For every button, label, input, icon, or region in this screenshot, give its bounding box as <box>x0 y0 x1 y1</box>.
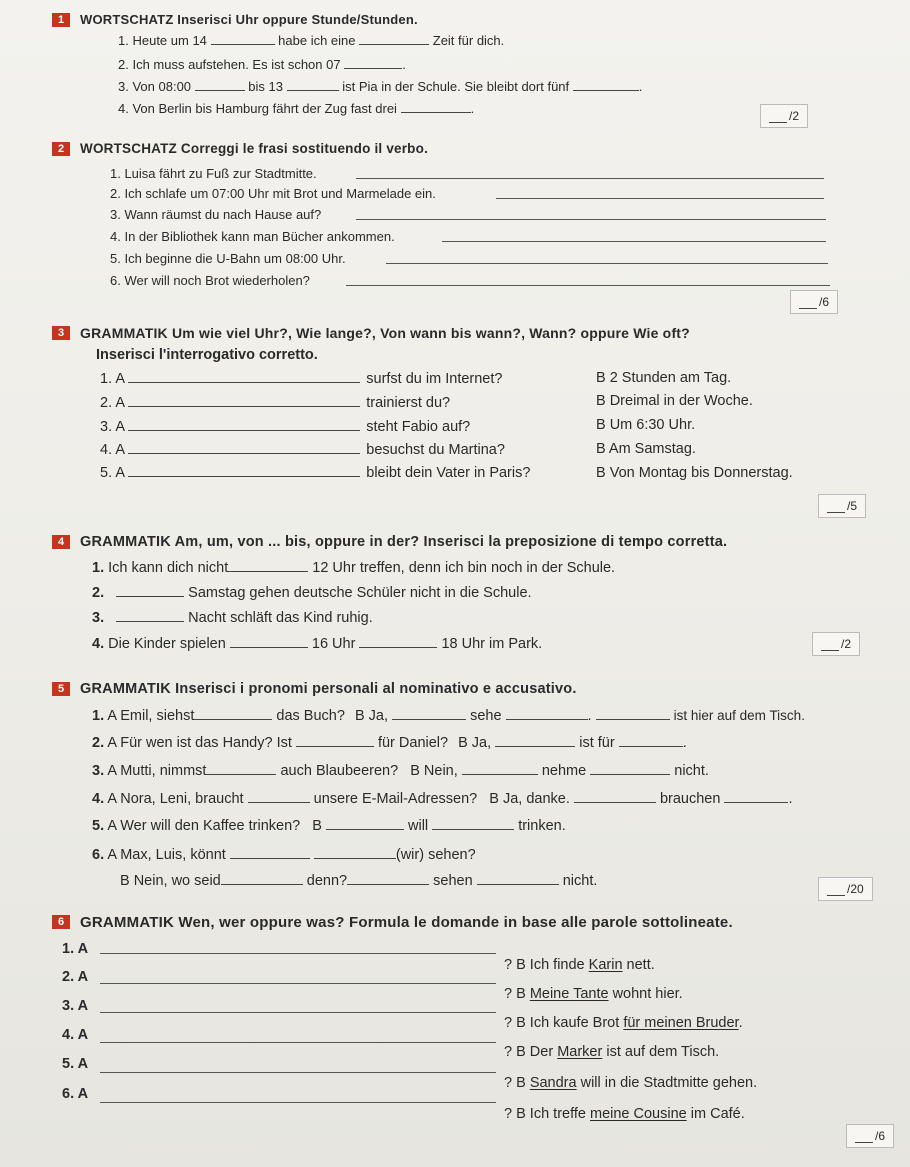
exercise-row <box>92 791 792 807</box>
item-number: 2. <box>118 57 129 72</box>
sentence-text: Ich muss aufstehen. Es ist schon 07 <box>132 57 341 72</box>
exercise-row <box>118 101 474 116</box>
item-number: 5. A <box>100 465 125 481</box>
sentence-text: nicht. <box>674 763 709 779</box>
sentence-text: 18 Uhr im Park. <box>441 636 543 652</box>
sentence-text: . <box>738 1015 743 1031</box>
item-number: 1. A <box>100 371 125 387</box>
answer-blank[interactable] <box>724 791 788 803</box>
section-3 <box>57 325 870 341</box>
score-box <box>818 494 866 518</box>
sentence-text: Von Berlin bis Hamburg fährt der Zug fast drei <box>132 101 397 116</box>
exercise-row: 5. Ich beginne die U-Bahn um 08:00 Uhr. <box>110 251 346 266</box>
section-subtitle: Inserisci l'interrogativo corretto. <box>96 347 318 363</box>
item-number: 1. <box>92 708 105 724</box>
sentence-text: für Daniel? <box>377 735 449 751</box>
answer-blank[interactable] <box>347 873 429 885</box>
score-text: /6 <box>875 1129 886 1143</box>
sentence-text: bis 13 <box>248 79 283 94</box>
answer-blank[interactable] <box>116 585 184 597</box>
sentence-text: Die Kinder spielen <box>108 636 226 652</box>
exercise-row: 3. Wann räumst du nach Hause auf? <box>110 207 322 222</box>
item-number: 4. A <box>100 442 125 458</box>
sentence-text: B Nein, wo seid <box>120 873 221 889</box>
question-mark: ? <box>504 957 513 973</box>
answer-text: B Von Montag bis Donnerstag. <box>596 465 793 481</box>
exercise-row <box>120 873 597 889</box>
underlined-word: meine Cousine <box>590 1106 687 1122</box>
sentence-text: will in die Stadtmitte gehen. <box>576 1075 758 1091</box>
sentence-text: B Ja, danke. <box>489 791 570 807</box>
answer-blank[interactable] <box>195 79 245 91</box>
sentence-text: nehme <box>541 763 587 779</box>
sentence-text: will <box>408 818 429 834</box>
answer-blank[interactable] <box>248 791 310 803</box>
answer-blank[interactable] <box>432 818 514 830</box>
item-number: 4. <box>92 791 105 807</box>
sentence-text: ist für <box>579 735 615 751</box>
answer-blank[interactable] <box>401 101 471 113</box>
exercise-row <box>118 79 642 94</box>
sentence-text: A Mutti, nimmst <box>107 763 207 779</box>
answer-text: B 2 Stunden am Tag. <box>596 370 732 386</box>
answer-blank[interactable] <box>194 708 272 720</box>
item-number: 3. <box>92 763 105 779</box>
answer-blank[interactable] <box>128 419 360 431</box>
section-1 <box>57 12 870 27</box>
item-number: 6. <box>92 847 105 863</box>
question-mark: ? <box>504 1015 513 1031</box>
score-text: /6 <box>819 295 830 309</box>
section-title: GRAMMATIK Am, um, von ... bis, oppure in der? Inserisci la preposizione di tempo corretta. <box>80 534 728 550</box>
answer-blank[interactable] <box>314 847 396 859</box>
sentence-text: auch Blaubeeren? <box>280 763 399 779</box>
sentence-text: A Für wen ist das Handy? Ist <box>107 735 292 751</box>
sentence-text: unsere E-Mail-Adressen? <box>313 791 478 807</box>
sentence-text: sehe <box>470 708 502 724</box>
answer-blank[interactable] <box>344 57 402 69</box>
sentence-text: das Buch? <box>276 708 345 724</box>
score-box <box>812 632 860 656</box>
exercise-row <box>100 395 450 411</box>
answer-line[interactable] <box>356 219 826 220</box>
exercise-row: 1. Luisa fährt zu Fuß zur Stadtmitte. <box>110 166 317 181</box>
sentence-text: B Ich kaufe Brot <box>516 1015 624 1031</box>
section-number: 4 <box>52 535 70 549</box>
answer-blank[interactable] <box>128 371 360 383</box>
sentence-text: nicht. <box>562 873 598 889</box>
sentence-text: Nacht schläft das Kind ruhig. <box>188 610 373 626</box>
item-number: 2. A <box>62 969 89 985</box>
answer-blank[interactable] <box>359 33 429 45</box>
item-number: 4. A <box>62 1027 89 1043</box>
sentence-text: . <box>470 101 475 116</box>
item-number: 5. A <box>62 1056 89 1072</box>
underlined-word: Meine Tante <box>529 986 609 1002</box>
answer-blank[interactable] <box>573 79 639 91</box>
sentence-text: denn? <box>306 873 348 889</box>
sentence-text: B Ja, <box>458 735 492 751</box>
exercise-row <box>100 371 502 387</box>
sentence-text: A Emil, siehst <box>107 708 195 724</box>
score-text: /20 <box>847 882 864 896</box>
answer-blank[interactable] <box>230 847 310 859</box>
sentence-text: B <box>312 818 322 834</box>
underlined-word: für meinen Bruder <box>623 1015 739 1031</box>
sentence-text: 16 Uhr <box>311 636 356 652</box>
item-number: 2. <box>92 585 105 601</box>
sentence-text: 12 Uhr treffen, denn ich bin noch in der Schule. <box>312 560 616 576</box>
answer-blank[interactable] <box>128 395 360 407</box>
item-number: 2. <box>92 735 105 751</box>
item-number: 3. <box>118 79 129 94</box>
exercise-row <box>100 465 530 481</box>
sentence-text: (wir) sehen? <box>395 847 476 863</box>
sentence-text: B Ich finde <box>516 957 589 973</box>
answer-blank[interactable] <box>128 442 360 454</box>
sentence-text: Samstag gehen deutsche Schüler nicht in die Schule. <box>188 585 532 601</box>
section-title: GRAMMATIK Wen, wer oppure was? Formula le domande in base alle parole sottolineate. <box>80 914 733 931</box>
sentence-text: trinken. <box>518 818 566 834</box>
item-number: 1. A <box>62 941 89 957</box>
question-mark: ? <box>504 986 513 1002</box>
answer-line[interactable] <box>356 178 824 179</box>
underlined-word: Sandra <box>529 1075 577 1091</box>
sentence-text: brauchen <box>659 791 721 807</box>
sentence-text: B Der <box>516 1044 558 1060</box>
answer-sentence <box>504 1044 719 1060</box>
answer-blank[interactable] <box>116 610 184 622</box>
section-title: GRAMMATIK Um wie viel Uhr?, Wie lange?, Von wann bis wann?, Wann? oppure Wie oft? <box>80 325 690 341</box>
item-number: 5. <box>92 818 105 834</box>
sentence-text: . <box>402 57 406 72</box>
answer-blank[interactable] <box>230 636 308 648</box>
exercise-row: 2. Ich schlafe um 07:00 Uhr mit Brot und Marmelade ein. <box>110 186 436 201</box>
section-title: WORTSCHATZ Correggi le frasi sostituendo il verbo. <box>80 141 429 156</box>
exercise-row <box>92 735 687 751</box>
sentence-text: . <box>638 79 643 94</box>
sentence-text: Heute um 14 <box>132 33 207 48</box>
item-number: 4. <box>118 101 129 116</box>
exercise-row <box>92 560 615 576</box>
answer-blank[interactable] <box>221 873 303 885</box>
answer-sentence <box>504 1075 757 1091</box>
exercise-row <box>92 610 373 626</box>
sentence-text: B Ja, <box>354 708 388 724</box>
sentence-text: A Max, Luis, könnt <box>107 847 226 863</box>
sentence-text: B <box>516 986 530 1002</box>
section-number: 6 <box>52 915 70 929</box>
exercise-row <box>92 636 542 652</box>
question-mark: ? <box>504 1044 513 1060</box>
answer-line[interactable] <box>442 241 826 242</box>
sentence-text: A Wer will den Kaffee trinken? <box>107 818 301 834</box>
item-number: 3. A <box>62 998 89 1014</box>
section-number: 1 <box>52 13 70 27</box>
answer-line[interactable] <box>100 1012 496 1013</box>
answer-line[interactable] <box>100 983 496 984</box>
answer-blank[interactable] <box>462 763 538 775</box>
sentence-text: B Ich treffe <box>516 1106 590 1122</box>
answer-blank[interactable] <box>287 79 339 91</box>
answer-text: B Um 6:30 Uhr. <box>596 417 696 433</box>
question-text: trainierst du? <box>366 395 451 411</box>
answer-blank[interactable] <box>619 735 683 747</box>
section-title: WORTSCHATZ Inserisci Uhr oppure Stunde/Stunden. <box>80 12 418 27</box>
item-number: 3. A <box>100 419 125 435</box>
question-text: surfst du im Internet? <box>366 371 503 387</box>
answer-blank[interactable] <box>506 708 588 720</box>
answer-blank[interactable] <box>574 791 656 803</box>
question-mark: ? <box>504 1106 513 1122</box>
score-box <box>818 877 873 901</box>
answer-line[interactable] <box>100 1072 496 1073</box>
exercise-row <box>92 708 805 724</box>
answer-text: B Dreimal in der Woche. <box>596 393 753 409</box>
exercise-row <box>92 585 532 601</box>
answer-sentence <box>504 957 655 973</box>
sentence-text: . <box>788 791 793 807</box>
section-2 <box>57 141 870 156</box>
question-text: bleibt dein Vater in Paris? <box>366 465 531 481</box>
sentence-text: ist hier auf dem Tisch. <box>673 708 805 723</box>
answer-blank[interactable] <box>477 873 559 885</box>
sentence-text: . <box>682 735 687 751</box>
answer-line[interactable] <box>386 263 828 264</box>
sentence-text: . <box>587 708 592 724</box>
sentence-text: Ich kann dich nicht <box>108 560 229 576</box>
item-number: 6. A <box>62 1086 89 1102</box>
question-text: besuchst du Martina? <box>366 442 505 458</box>
sentence-text: ist auf dem Tisch. <box>602 1044 720 1060</box>
exercise-row <box>92 847 476 863</box>
answer-blank[interactable] <box>326 818 404 830</box>
item-number: 4. <box>92 636 105 652</box>
exercise-row: 4. In der Bibliothek kann man Bücher ankommen. <box>110 229 395 244</box>
answer-line[interactable] <box>100 953 496 954</box>
exercise-row <box>100 419 470 435</box>
answer-blank[interactable] <box>211 33 275 45</box>
item-number: 3. <box>92 610 105 626</box>
item-number: 1. <box>92 560 105 576</box>
exercise-row <box>100 442 505 458</box>
section-6 <box>57 914 870 931</box>
underlined-word: Marker <box>557 1044 603 1060</box>
answer-line[interactable] <box>496 198 824 199</box>
underlined-word: Karin <box>588 957 623 973</box>
sentence-text: im Café. <box>686 1106 745 1122</box>
answer-blank[interactable] <box>359 636 437 648</box>
answer-blank[interactable] <box>495 735 575 747</box>
score-box <box>760 104 808 128</box>
sentence-text: B Nein, <box>410 763 458 779</box>
section-4 <box>57 534 870 550</box>
answer-blank[interactable] <box>590 763 670 775</box>
score-text: /2 <box>789 109 800 123</box>
exercise-row <box>118 57 406 72</box>
answer-blank[interactable] <box>296 735 374 747</box>
score-box <box>846 1124 894 1148</box>
answer-line[interactable] <box>100 1102 496 1103</box>
answer-blank[interactable] <box>128 465 360 477</box>
score-box <box>790 290 838 314</box>
exercise-row <box>92 763 709 779</box>
answer-blank[interactable] <box>228 560 308 572</box>
section-number: 3 <box>52 326 70 340</box>
exercise-row <box>118 33 504 48</box>
answer-blank[interactable] <box>392 708 466 720</box>
sentence-text: A Nora, Leni, braucht <box>107 791 244 807</box>
answer-sentence <box>504 986 683 1002</box>
section-number: 2 <box>52 142 70 156</box>
exercise-row: 6. Wer will noch Brot wiederholen? <box>110 273 310 288</box>
sentence-text: wohnt hier. <box>608 986 683 1002</box>
sentence-text: ist Pia in der Schule. Sie bleibt dort fünf <box>342 79 570 94</box>
sentence-text: sehen <box>433 873 473 889</box>
item-number: 1. <box>118 33 129 48</box>
score-text: /5 <box>847 499 858 513</box>
exercise-row <box>92 818 566 834</box>
question-text: steht Fabio auf? <box>366 419 471 435</box>
answer-text: B Am Samstag. <box>596 441 696 457</box>
answer-line[interactable] <box>346 285 830 286</box>
answer-blank[interactable] <box>596 708 670 720</box>
section-5 <box>57 681 870 697</box>
section-title: GRAMMATIK Inserisci i pronomi personali al nominativo e accusativo. <box>80 681 577 697</box>
answer-blank[interactable] <box>206 763 276 775</box>
item-number: 2. A <box>100 395 125 411</box>
answer-sentence <box>504 1106 745 1122</box>
answer-line[interactable] <box>100 1042 496 1043</box>
score-text: /2 <box>841 637 852 651</box>
answer-sentence <box>504 1015 743 1031</box>
sentence-text: Zeit für dich. <box>432 33 505 48</box>
section-number: 5 <box>52 682 70 696</box>
sentence-text: Von 08:00 <box>132 79 192 94</box>
sentence-text: habe ich eine <box>278 33 356 48</box>
question-mark: ? <box>504 1075 513 1091</box>
sentence-text: B <box>516 1075 530 1091</box>
sentence-text: nett. <box>622 957 655 973</box>
